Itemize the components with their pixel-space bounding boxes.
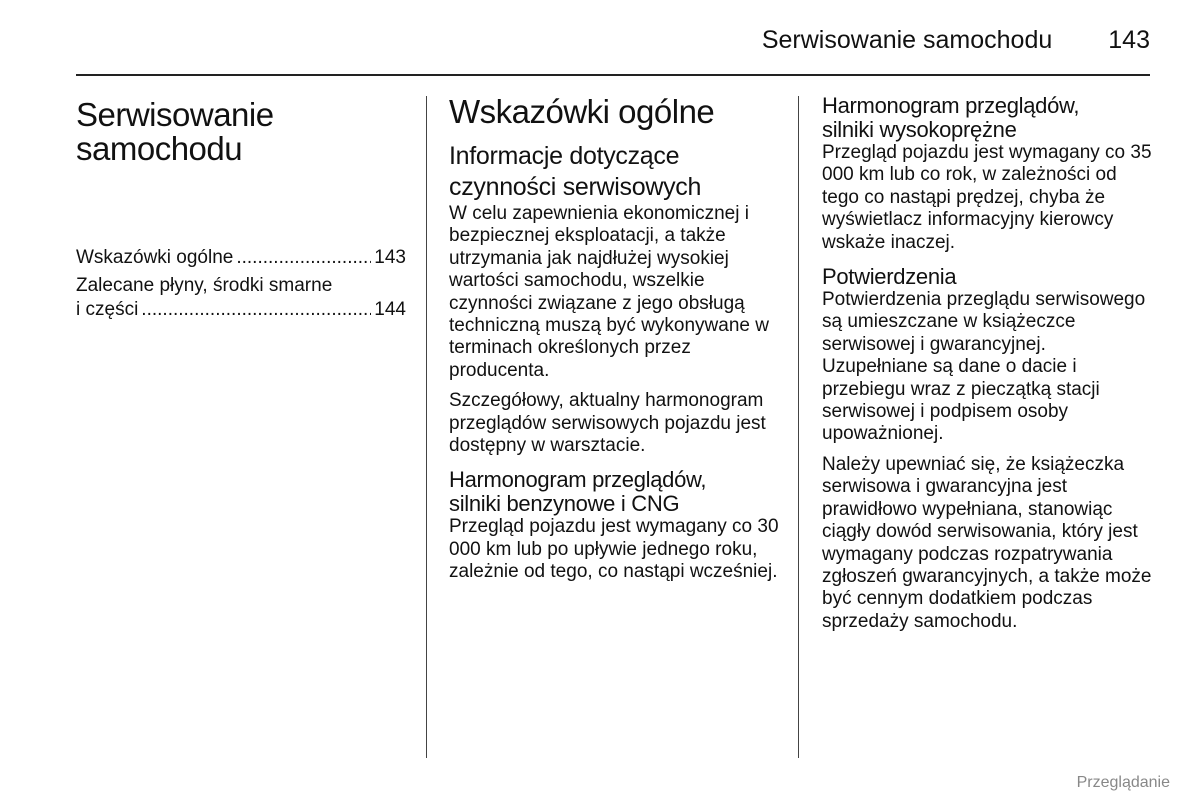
subsection-heading-line-1: Harmonogram przeglądów, <box>822 93 1080 118</box>
toc-entry-page: 144 <box>374 299 406 320</box>
toc-entry-general[interactable] <box>76 246 406 270</box>
chapter-column <box>76 94 406 326</box>
header-divider <box>76 74 1150 76</box>
paragraph: Należy upewniać się, że książeczka serwisowa i gwarancyjna jest prawidłowo wypełniana, stanowiąc ciągły dowód serwisowania, który jest wymagany podczas rozpatrywania zgłoszeń gwarancyjnych, a także może być cennym dodatkiem podczas sprzedaży samochodu. <box>822 453 1152 632</box>
general-column <box>449 94 779 595</box>
section-diesel-schedule <box>822 94 1152 254</box>
footer-label: Przeglądanie <box>1076 774 1170 791</box>
column-divider-right <box>798 96 799 758</box>
section-confirmations <box>822 265 1152 633</box>
subsection-heading-line-1: Harmonogram przeglądów, <box>449 467 707 493</box>
table-of-contents <box>76 246 406 322</box>
subsection-heading-service-info <box>449 141 779 203</box>
subsection-heading-line-2: czynności serwisowych <box>449 173 702 201</box>
column-divider-left <box>426 96 427 758</box>
running-section-title: Serwisowanie samochodu <box>761 26 1053 54</box>
paragraph: Przegląd pojazdu jest wymagany co 35 000 km lub co rok, w zależności od tego co nastąpi prędzej, chyba że wyświetlacz informacyjny kierowcy wskaże inaczej. <box>822 142 1152 253</box>
subsection-heading-line-2: silniki wysokoprężne <box>822 117 1017 142</box>
paragraph: Szczegółowy, aktualny harmonogram przeglądów serwisowych pojazdu jest dostępny w warsztacie. <box>449 390 766 457</box>
paragraph: Potwierdzenia przeglądu serwisowego są umieszczane w książeczce serwisowej i gwarancyjnej. Uzupełniane są dane o dacie i przebiegu wraz z pieczątką stacji serwisowej i podpisem osoby upoważnionej. <box>822 289 1146 445</box>
subsection-heading-line-2: silniki benzynowe i CNG <box>449 491 680 517</box>
section-service-info <box>449 141 779 457</box>
page-number: 143 <box>1108 26 1150 54</box>
paragraph: Przegląd pojazdu jest wymagany co 30 000 km lub po upływie jednego roku, zależnie od tego, co nastąpi wcześniej. <box>449 516 779 583</box>
toc-entry-page: 143 <box>374 247 406 268</box>
toc-leader-dots <box>141 298 371 322</box>
toc-entry-label: Wskazówki ogólne <box>76 247 234 268</box>
section-petrol-schedule <box>449 468 779 583</box>
chapter-title-line-2: samochodu <box>76 130 243 167</box>
toc-leader-dots <box>236 246 371 270</box>
schedule-column <box>822 94 1152 644</box>
subsection-heading-confirmations: Potwierdzenia <box>822 264 957 290</box>
toc-entry-label-line-2: i części <box>76 299 139 320</box>
chapter-title-line-1: Serwisowanie <box>76 96 274 133</box>
subsection-heading-line-1: Informacje dotyczące <box>449 142 680 170</box>
paragraph: W celu zapewnienia ekonomicznej i bezpiecznej eksploatacji, a także utrzymania jak najdłużej wysokiej wartości samochodu, wszelkie czynności związane z jego obsługą techniczną muszą być wykonywane w terminach określonych przez producenta. <box>449 203 769 381</box>
toc-entry-label-line-1: Zalecane płyny, środki smarne <box>76 275 333 296</box>
subsection-heading-diesel <box>822 94 1152 142</box>
subsection-heading-petrol <box>449 468 779 516</box>
running-header <box>762 26 1150 55</box>
chapter-title <box>76 98 406 166</box>
section-heading-general: Wskazówki ogólne <box>449 93 715 130</box>
toc-entry-fluids[interactable] <box>76 274 406 322</box>
